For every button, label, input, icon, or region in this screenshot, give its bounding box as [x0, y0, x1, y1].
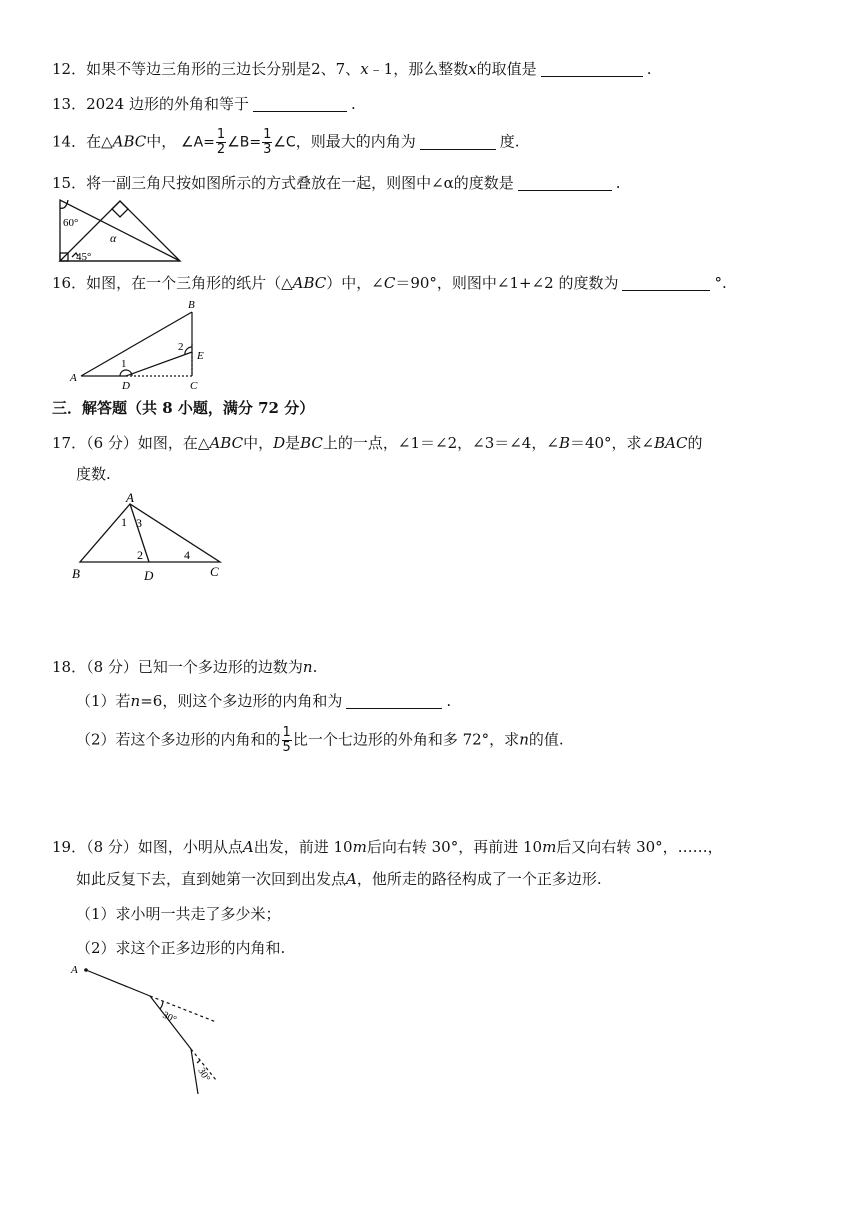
question-14 [52, 128, 519, 157]
fig17-label-1: 1 [121, 515, 127, 529]
question-12 [52, 58, 651, 80]
q19-text-4: 后又向右转 30°，……， [556, 838, 723, 856]
q15-period: . [615, 174, 621, 192]
q18-p1-n: n [130, 692, 141, 710]
q19-text: 19．（8 分）如图，小明从点 [52, 838, 243, 856]
question-19 [52, 836, 723, 858]
q16-answer-blank[interactable] [622, 274, 710, 291]
q17-text-2: 中， [243, 434, 274, 452]
figure-16-triangle [64, 298, 224, 392]
question-13 [52, 93, 356, 115]
q19-m1: m [352, 838, 367, 856]
q13-text: 13．2024 边形的外角和等于 [52, 95, 250, 113]
question-16 [52, 272, 727, 294]
fig17-label-3: 3 [136, 516, 142, 530]
fig17-label-c: C [210, 564, 219, 579]
figure-15-triangle-rulers [58, 198, 188, 264]
fig16-label-b: B [188, 299, 195, 311]
q16-text-4: °. [714, 274, 727, 292]
q19-text-3: 后向右转 30°，再前进 10 [366, 838, 543, 856]
fig19-start-point [84, 968, 88, 972]
q14-text-4: 度. [499, 132, 520, 151]
q17-d: D [273, 434, 286, 452]
q15-text: 15．将一副三角尺按如图所示的方式叠放在一起，则图中∠α的度数是 [52, 174, 514, 192]
q14-fraction-1 [216, 128, 226, 157]
q17-bc: BC [300, 434, 323, 452]
q12-text-3: 的取值是 [476, 60, 537, 78]
fig17-label-a: A [126, 490, 134, 505]
fig17-label-2: 2 [137, 548, 143, 562]
fig17-label-b: B [72, 566, 80, 581]
q16-abc: ABC [292, 274, 327, 292]
q17-text-3: 是 [285, 434, 301, 452]
q13-answer-blank[interactable] [253, 95, 347, 112]
q16-text-2: ）中，∠ [326, 274, 384, 292]
q18-frac-num: 1 [282, 725, 291, 740]
q13-period: . [351, 95, 356, 113]
q14-frac2-num: 1 [263, 127, 272, 142]
q14-frac1-num: 1 [216, 127, 226, 142]
q18-p1-text: （1）若 [76, 692, 131, 710]
q14-frac2-den: 3 [263, 142, 272, 157]
q18-p2-n: n [519, 730, 529, 749]
fig16-label-2: 2 [178, 341, 184, 353]
q14-text-3: ，则最大的内角为 [295, 132, 416, 151]
fig15-label-45: 45° [76, 251, 92, 263]
q18-p2-text-3: 的值. [528, 730, 564, 749]
q19-line2-text: 如此反复下去，直到她第一次回到出发点 [76, 870, 347, 888]
q17-text: 17．（6 分）如图，在△ [52, 434, 210, 452]
fig16-label-a: A [70, 372, 77, 384]
figure-17-triangle [70, 492, 230, 582]
q17-text-6: 的 [687, 434, 703, 452]
fig19-label-angle-2: 30° [195, 1066, 212, 1084]
question-18 [52, 656, 317, 678]
q19-line-2 [76, 868, 602, 890]
q15-answer-blank[interactable] [518, 174, 612, 191]
q18-p2-text-2: 比一个七边形的外角和多 72°，求 [292, 730, 520, 749]
q16-text: 16．如图，在一个三角形的纸片（△ [52, 274, 293, 292]
fig15-label-60: 60° [63, 217, 79, 229]
q14-angle-c: ∠C [273, 134, 296, 151]
fig17-label-4: 4 [184, 548, 190, 562]
q18-p2-text: （2）若这个多边形的内角和的 [76, 730, 281, 749]
q18-text: 18．（8 分）已知一个多边形的边数为 [52, 658, 303, 676]
q19-line2-text-2: ，他所走的路径构成了一个正多边形. [356, 870, 602, 888]
q19-part-2: （2）求这个正多边形的内角和. [76, 939, 286, 957]
fig16-label-d: D [122, 380, 130, 392]
fig19-label-angle-1: 30° [160, 1009, 179, 1026]
q12-text-2: ﹣1，那么整数 [368, 60, 469, 78]
q16-text-3: ＝90°，则图中∠1+∠2 的度数为 [395, 274, 619, 292]
q18-part-2 [76, 726, 564, 755]
question-15 [52, 172, 621, 194]
q14-angle-b: ∠B= [227, 134, 262, 151]
q18-p1-text-2: =6，则这个多边形的内角和为 [140, 692, 343, 710]
q18-p1-answer-blank[interactable] [346, 692, 442, 709]
fig15-label-alpha: α [110, 231, 117, 245]
question-17 [52, 432, 702, 454]
figure-19-path [66, 960, 236, 1100]
q14-text-2: 中， [146, 132, 177, 151]
q14-text: 14．在△ [52, 132, 113, 151]
fig16-label-1: 1 [121, 358, 127, 370]
q14-angle-a: ∠A= [181, 134, 215, 151]
q18-p1-period: . [446, 692, 452, 710]
q19-m2: m [542, 838, 557, 856]
fig17-label-d: D [144, 568, 154, 583]
q18-period: . [312, 658, 318, 676]
fig16-label-e: E [197, 350, 204, 362]
q17-b: B [558, 434, 570, 452]
q18-part-1 [76, 690, 451, 712]
q14-fraction-2 [262, 128, 272, 157]
q17-abc: ABC [209, 434, 244, 452]
q17-line-2: 度数. [76, 465, 111, 483]
q19-text-2: 出发，前进 10 [253, 838, 353, 856]
q17-bac: BAC [654, 434, 688, 452]
fig19-label-a: A [71, 964, 78, 976]
q14-answer-blank[interactable] [420, 133, 496, 150]
q12-var-x: x [360, 60, 369, 78]
q17-text-5: ＝40°，求∠ [569, 434, 655, 452]
q19-part-1: （1）求小明一共走了多少米； [76, 905, 281, 923]
q18-fraction [282, 726, 292, 755]
q19-line2-a: A [346, 870, 357, 888]
q19-a: A [242, 838, 254, 856]
q17-text-4: 上的一点，∠1＝∠2，∠3＝∠4，∠ [322, 434, 559, 452]
q12-text: 12．如果不等边三角形的三边长分别是2、7、 [52, 60, 361, 78]
fig16-label-c: C [190, 380, 198, 392]
q12-period: . [646, 60, 652, 78]
q16-c: C [383, 274, 396, 292]
section-3-heading: 三．解答题（共 8 小题，满分 72 分） [52, 399, 315, 417]
q18-frac-den: 5 [282, 740, 291, 755]
q12-var-x2: x [468, 60, 477, 78]
q14-abc: ABC [112, 132, 147, 151]
q14-frac1-den: 2 [216, 142, 226, 157]
q18-n: n [302, 658, 313, 676]
q12-answer-blank[interactable] [541, 60, 643, 77]
